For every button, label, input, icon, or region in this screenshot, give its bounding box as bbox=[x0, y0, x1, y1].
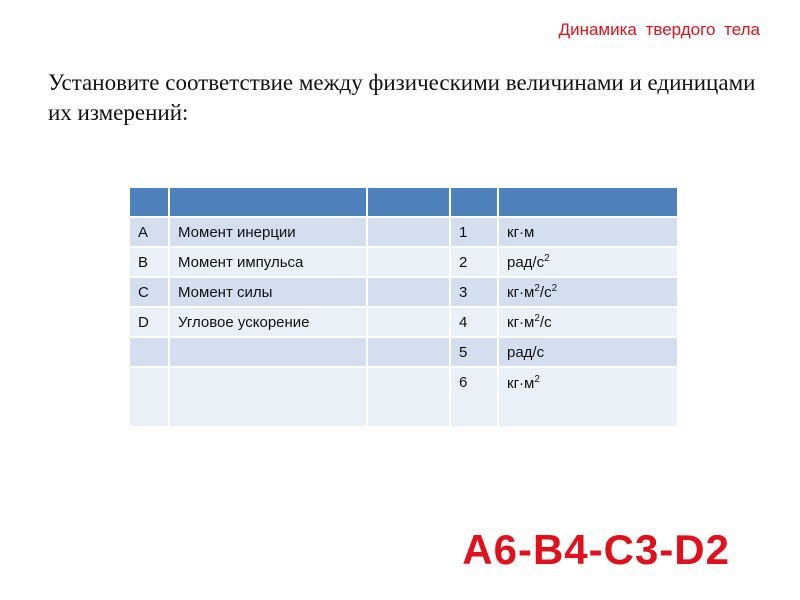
quantity-name: Момент силы bbox=[169, 277, 367, 307]
empty-cell bbox=[367, 337, 450, 367]
task-text: Установите соответствие между физическими величинами и единицами их измерений: bbox=[48, 70, 756, 125]
table-row bbox=[129, 307, 678, 337]
table-row bbox=[129, 367, 678, 427]
empty-cell bbox=[367, 367, 450, 427]
quantity-name: Угловое ускорение bbox=[169, 307, 367, 337]
slide-topic: Динамика твердого тела bbox=[558, 20, 760, 39]
quantity-letter bbox=[129, 337, 169, 367]
header-cell bbox=[498, 187, 678, 217]
unit-number: 1 bbox=[450, 217, 498, 247]
quantity-letter: B bbox=[129, 247, 169, 277]
quantity-letter: C bbox=[129, 277, 169, 307]
quantity-name bbox=[169, 367, 367, 427]
table-row bbox=[129, 277, 678, 307]
quantity-letter bbox=[129, 367, 169, 427]
unit-name: кг·м bbox=[498, 217, 678, 247]
header-cell bbox=[169, 187, 367, 217]
unit-name: рад/$с^2$ bbox=[498, 247, 678, 277]
header-cell bbox=[367, 187, 450, 217]
empty-cell bbox=[367, 247, 450, 277]
quantity-letter: D bbox=[129, 307, 169, 337]
table-row bbox=[129, 337, 678, 367]
empty-cell bbox=[367, 307, 450, 337]
answer-text: A6-B4-C3-D2 bbox=[462, 526, 730, 573]
header-cell bbox=[129, 187, 169, 217]
table-row bbox=[129, 247, 678, 277]
empty-cell bbox=[367, 277, 450, 307]
table-row bbox=[129, 217, 678, 247]
unit-name: $кг\cdot м^2$ bbox=[498, 367, 678, 427]
quantity-name: Момент импульса bbox=[169, 247, 367, 277]
unit-name: $кг\cdot м^2/с^2$ bbox=[498, 277, 678, 307]
header-cell bbox=[450, 187, 498, 217]
unit-number: 5 bbox=[450, 337, 498, 367]
unit-number: 4 bbox=[450, 307, 498, 337]
quantity-letter: A bbox=[129, 217, 169, 247]
empty-cell bbox=[367, 217, 450, 247]
unit-number: 2 bbox=[450, 247, 498, 277]
unit-name: рад/с bbox=[498, 337, 678, 367]
unit-number: 3 bbox=[450, 277, 498, 307]
unit-number: 6 bbox=[450, 367, 498, 427]
quantity-name: Момент инерции bbox=[169, 217, 367, 247]
unit-name: $кг\cdot м^2/с$ bbox=[498, 307, 678, 337]
quantity-name bbox=[169, 337, 367, 367]
table-header-row bbox=[129, 187, 678, 217]
matching-table bbox=[128, 186, 679, 428]
